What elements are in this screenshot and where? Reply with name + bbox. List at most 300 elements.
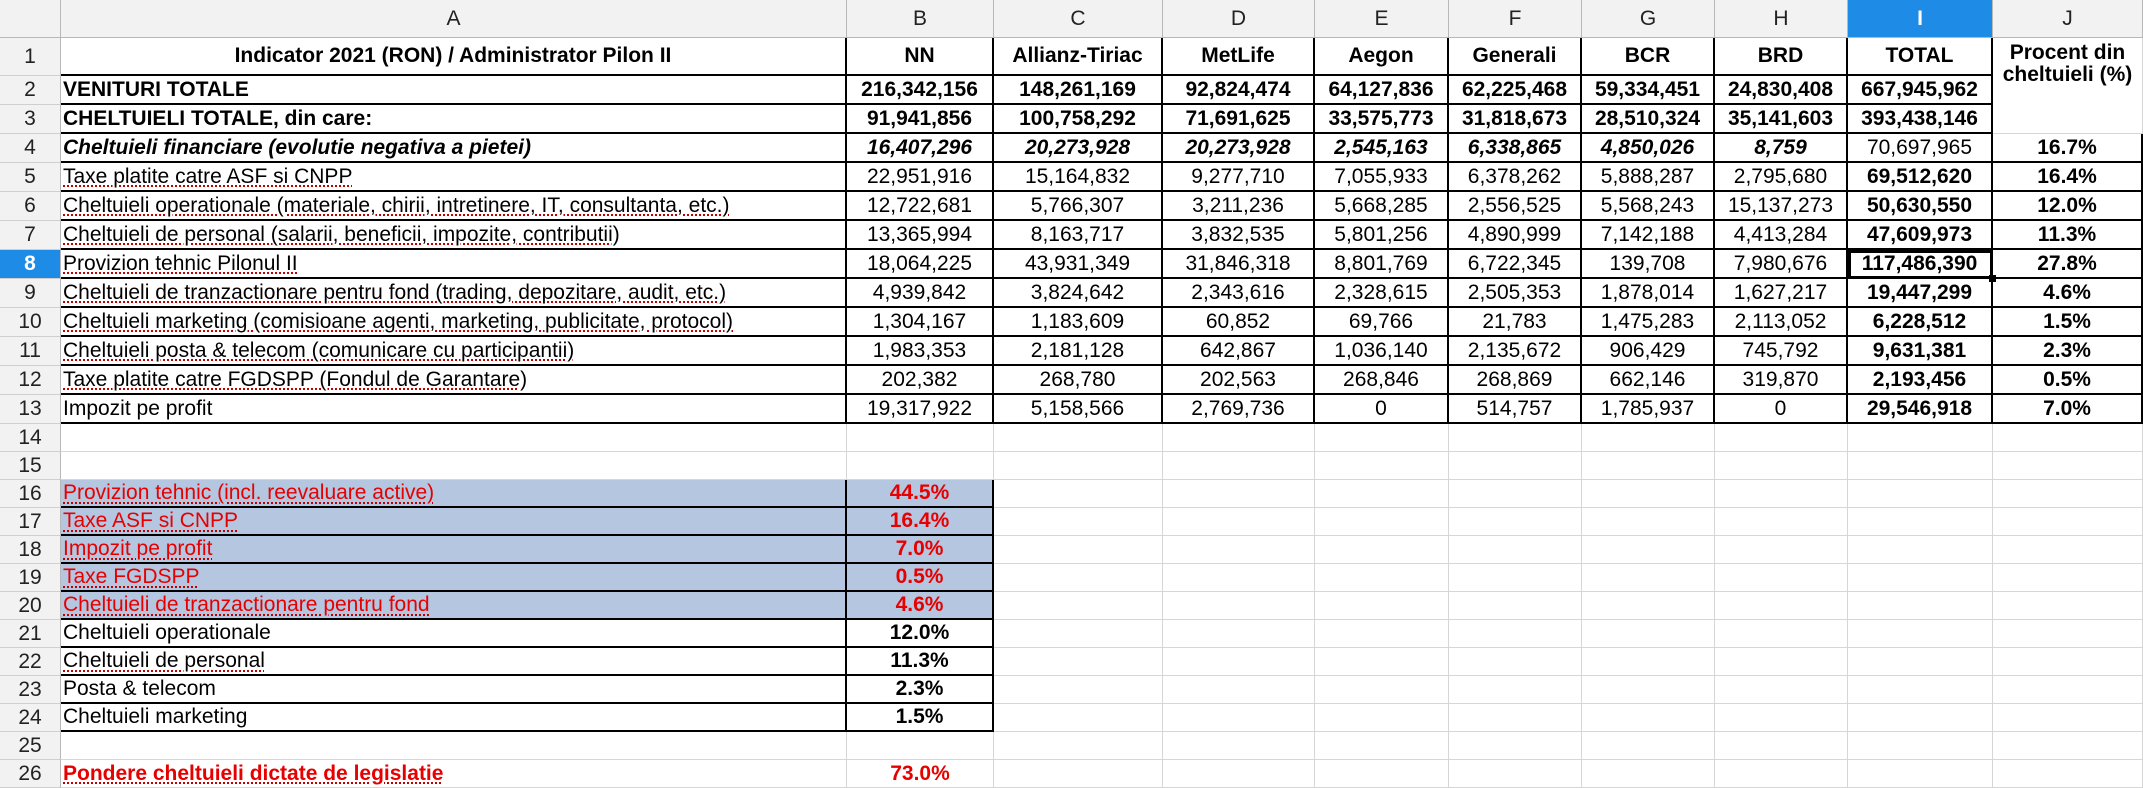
cell-c12[interactable] xyxy=(994,366,1163,395)
cell-a24[interactable] xyxy=(61,704,847,732)
cell-e25[interactable] xyxy=(1315,732,1449,760)
cell-g17[interactable] xyxy=(1582,508,1715,536)
cell-g2[interactable] xyxy=(1582,76,1715,105)
cell-j20[interactable] xyxy=(1993,592,2143,620)
row-header-17[interactable]: 17 xyxy=(0,508,61,536)
cell-e18[interactable] xyxy=(1315,536,1449,564)
row-header-21[interactable]: 21 xyxy=(0,620,61,648)
cell-b21[interactable] xyxy=(847,620,994,648)
cell-g14[interactable] xyxy=(1582,424,1715,452)
column-header-h[interactable]: H xyxy=(1715,0,1848,38)
cell-g23[interactable] xyxy=(1582,676,1715,704)
cell-j24[interactable] xyxy=(1993,704,2143,732)
cell-c14[interactable] xyxy=(994,424,1163,452)
cell-e17[interactable] xyxy=(1315,508,1449,536)
cell-c8[interactable] xyxy=(994,250,1163,279)
column-header-c[interactable]: C xyxy=(994,0,1163,38)
cell-d21[interactable] xyxy=(1163,620,1315,648)
table-row xyxy=(0,424,2143,452)
cell-h16[interactable] xyxy=(1715,480,1848,508)
column-header-e[interactable]: E xyxy=(1315,0,1449,38)
cell-g25[interactable] xyxy=(1582,732,1715,760)
cell-j4[interactable] xyxy=(1993,134,2143,163)
column-header-i[interactable]: I xyxy=(1848,0,1993,38)
row-header-6[interactable]: 6 xyxy=(0,192,61,221)
cell-i2[interactable] xyxy=(1848,76,1993,105)
cell-a6[interactable] xyxy=(61,192,847,221)
cell-f1[interactable] xyxy=(1449,38,1582,76)
cell-f2[interactable] xyxy=(1449,76,1582,105)
cell-f23[interactable] xyxy=(1449,676,1582,704)
cell-h18[interactable] xyxy=(1715,536,1848,564)
cell-g18[interactable] xyxy=(1582,536,1715,564)
column-header-d[interactable]: D xyxy=(1163,0,1315,38)
cell-e22[interactable] xyxy=(1315,648,1449,676)
cell-a9[interactable] xyxy=(61,279,847,308)
cell-c20[interactable] xyxy=(994,592,1163,620)
cell-j10[interactable] xyxy=(1993,308,2143,337)
cell-b11[interactable] xyxy=(847,337,994,366)
cell-d7[interactable] xyxy=(1163,221,1315,250)
row-header-19[interactable]: 19 xyxy=(0,564,61,592)
cell-text: 43,931,349 xyxy=(1024,251,1131,275)
row-header-2[interactable]: 2 xyxy=(0,76,61,105)
cell-d6[interactable] xyxy=(1163,192,1315,221)
cell-g24[interactable] xyxy=(1582,704,1715,732)
cell-e7[interactable] xyxy=(1315,221,1449,250)
cell-b4[interactable] xyxy=(847,134,994,163)
cell-f4[interactable] xyxy=(1449,134,1582,163)
cell-i9[interactable] xyxy=(1848,279,1993,308)
cell-e11[interactable] xyxy=(1315,337,1449,366)
cell-i4[interactable] xyxy=(1848,134,1993,163)
cell-d1[interactable] xyxy=(1163,38,1315,76)
cell-d8[interactable] xyxy=(1163,250,1315,279)
cell-g4[interactable] xyxy=(1582,134,1715,163)
row-header-22[interactable]: 22 xyxy=(0,648,61,676)
cell-j18[interactable] xyxy=(1993,536,2143,564)
cell-i25[interactable] xyxy=(1848,732,1993,760)
cell-a23[interactable] xyxy=(61,676,847,704)
cell-b15[interactable] xyxy=(847,452,994,480)
cell-h5[interactable] xyxy=(1715,163,1848,192)
cell-h13[interactable] xyxy=(1715,395,1848,424)
cell-j11[interactable] xyxy=(1993,337,2143,366)
cell-c4[interactable] xyxy=(994,134,1163,163)
cell-h9[interactable] xyxy=(1715,279,1848,308)
cell-j9[interactable] xyxy=(1993,279,2143,308)
active-cell-i8[interactable] xyxy=(1848,250,1993,279)
cell-b3[interactable] xyxy=(847,105,994,134)
cell-d12[interactable] xyxy=(1163,366,1315,395)
column-header-b[interactable]: B xyxy=(847,0,994,38)
cell-a7[interactable] xyxy=(61,221,847,250)
cell-j16[interactable] xyxy=(1993,480,2143,508)
cell-f24[interactable] xyxy=(1449,704,1582,732)
cell-i14[interactable] xyxy=(1848,424,1993,452)
cell-g3[interactable] xyxy=(1582,105,1715,134)
cell-d18[interactable] xyxy=(1163,536,1315,564)
table-row xyxy=(0,250,2143,279)
cell-d15[interactable] xyxy=(1163,452,1315,480)
cell-e10[interactable] xyxy=(1315,308,1449,337)
cell-f21[interactable] xyxy=(1449,620,1582,648)
cell-e13[interactable] xyxy=(1315,395,1449,424)
cell-f8[interactable] xyxy=(1449,250,1582,279)
cell-f5[interactable] xyxy=(1449,163,1582,192)
cell-d23[interactable] xyxy=(1163,676,1315,704)
row-header-3[interactable]: 3 xyxy=(0,105,61,134)
cell-e26[interactable] xyxy=(1315,760,1449,788)
cell-h14[interactable] xyxy=(1715,424,1848,452)
cell-e6[interactable] xyxy=(1315,192,1449,221)
cell-e3[interactable] xyxy=(1315,105,1449,134)
cell-a26[interactable] xyxy=(61,760,847,788)
cell-g6[interactable] xyxy=(1582,192,1715,221)
column-header-g[interactable]: G xyxy=(1582,0,1715,38)
cell-g22[interactable] xyxy=(1582,648,1715,676)
cell-c6[interactable] xyxy=(994,192,1163,221)
cell-c22[interactable] xyxy=(994,648,1163,676)
cell-c16[interactable] xyxy=(994,480,1163,508)
cell-c26[interactable] xyxy=(994,760,1163,788)
cell-g1[interactable] xyxy=(1582,38,1715,76)
cell-a5[interactable] xyxy=(61,163,847,192)
cell-j7[interactable] xyxy=(1993,221,2143,250)
select-all-corner[interactable] xyxy=(0,0,61,38)
cell-i26[interactable] xyxy=(1848,760,1993,788)
cell-h15[interactable] xyxy=(1715,452,1848,480)
cell-g19[interactable] xyxy=(1582,564,1715,592)
cell-i24[interactable] xyxy=(1848,704,1993,732)
cell-d16[interactable] xyxy=(1163,480,1315,508)
cell-c10[interactable] xyxy=(994,308,1163,337)
cell-b17[interactable] xyxy=(847,508,994,536)
cell-j12[interactable] xyxy=(1993,366,2143,395)
cell-g7[interactable] xyxy=(1582,221,1715,250)
cell-i13[interactable] xyxy=(1848,395,1993,424)
cell-b23[interactable] xyxy=(847,676,994,704)
cell-i3[interactable] xyxy=(1848,105,1993,134)
cell-b24[interactable] xyxy=(847,704,994,732)
cell-d17[interactable] xyxy=(1163,508,1315,536)
cell-g12[interactable] xyxy=(1582,366,1715,395)
cell-j14[interactable] xyxy=(1993,424,2143,452)
cell-a20[interactable] xyxy=(61,592,847,620)
cell-f18[interactable] xyxy=(1449,536,1582,564)
cell-g26[interactable] xyxy=(1582,760,1715,788)
cell-h4[interactable] xyxy=(1715,134,1848,163)
cell-h2[interactable] xyxy=(1715,76,1848,105)
cell-h6[interactable] xyxy=(1715,192,1848,221)
cell-b13[interactable] xyxy=(847,395,994,424)
cell-i17[interactable] xyxy=(1848,508,1993,536)
row-header-26[interactable]: 26 xyxy=(0,760,61,788)
cell-h10[interactable] xyxy=(1715,308,1848,337)
cell-g13[interactable] xyxy=(1582,395,1715,424)
cell-h8[interactable] xyxy=(1715,250,1848,279)
row-header-16[interactable]: 16 xyxy=(0,480,61,508)
cell-b22[interactable] xyxy=(847,648,994,676)
cell-c3[interactable] xyxy=(994,105,1163,134)
cell-e20[interactable] xyxy=(1315,592,1449,620)
cell-e23[interactable] xyxy=(1315,676,1449,704)
cell-e2[interactable] xyxy=(1315,76,1449,105)
cell-d9[interactable] xyxy=(1163,279,1315,308)
cell-f3[interactable] xyxy=(1449,105,1582,134)
cell-f13[interactable] xyxy=(1449,395,1582,424)
cell-f12[interactable] xyxy=(1449,366,1582,395)
cell-a3[interactable] xyxy=(61,105,847,134)
cell-b18[interactable] xyxy=(847,536,994,564)
cell-d4[interactable] xyxy=(1163,134,1315,163)
cell-f6[interactable] xyxy=(1449,192,1582,221)
cell-g11[interactable] xyxy=(1582,337,1715,366)
cell-g15[interactable] xyxy=(1582,452,1715,480)
cell-e4[interactable] xyxy=(1315,134,1449,163)
cell-a17[interactable] xyxy=(61,508,847,536)
cell-b1[interactable] xyxy=(847,38,994,76)
cell-c11[interactable] xyxy=(994,337,1163,366)
cell-f11[interactable] xyxy=(1449,337,1582,366)
cell-h1[interactable] xyxy=(1715,38,1848,76)
cell-f16[interactable] xyxy=(1449,480,1582,508)
cell-e24[interactable] xyxy=(1315,704,1449,732)
cell-h19[interactable] xyxy=(1715,564,1848,592)
cell-f19[interactable] xyxy=(1449,564,1582,592)
cell-i21[interactable] xyxy=(1848,620,1993,648)
row-header-20[interactable]: 20 xyxy=(0,592,61,620)
cell-d20[interactable] xyxy=(1163,592,1315,620)
cell-h11[interactable] xyxy=(1715,337,1848,366)
cell-j22[interactable] xyxy=(1993,648,2143,676)
cell-i15[interactable] xyxy=(1848,452,1993,480)
row-header-5[interactable]: 5 xyxy=(0,163,61,192)
fill-handle[interactable] xyxy=(1989,275,1996,282)
cell-h20[interactable] xyxy=(1715,592,1848,620)
cell-a2[interactable] xyxy=(61,76,847,105)
cell-a13[interactable] xyxy=(61,395,847,424)
cell-b10[interactable] xyxy=(847,308,994,337)
cell-f17[interactable] xyxy=(1449,508,1582,536)
cell-b25[interactable] xyxy=(847,732,994,760)
row-header-12[interactable]: 12 xyxy=(0,366,61,395)
cell-b2[interactable] xyxy=(847,76,994,105)
cell-i18[interactable] xyxy=(1848,536,1993,564)
cell-i22[interactable] xyxy=(1848,648,1993,676)
cell-j17[interactable] xyxy=(1993,508,2143,536)
cell-h26[interactable] xyxy=(1715,760,1848,788)
cell-d11[interactable] xyxy=(1163,337,1315,366)
cell-c5[interactable] xyxy=(994,163,1163,192)
cell-a12[interactable] xyxy=(61,366,847,395)
cell-f26[interactable] xyxy=(1449,760,1582,788)
cell-g10[interactable] xyxy=(1582,308,1715,337)
cell-d10[interactable] xyxy=(1163,308,1315,337)
cell-c24[interactable] xyxy=(994,704,1163,732)
cell-c7[interactable] xyxy=(994,221,1163,250)
cell-a19[interactable] xyxy=(61,564,847,592)
row-header-15[interactable]: 15 xyxy=(0,452,61,480)
cell-c19[interactable] xyxy=(994,564,1163,592)
cell-b14[interactable] xyxy=(847,424,994,452)
cell-c25[interactable] xyxy=(994,732,1163,760)
cell-d19[interactable] xyxy=(1163,564,1315,592)
row-header-18[interactable]: 18 xyxy=(0,536,61,564)
cell-h7[interactable] xyxy=(1715,221,1848,250)
cell-j15[interactable] xyxy=(1993,452,2143,480)
cell-a1[interactable] xyxy=(61,38,847,76)
row-header-7[interactable]: 7 xyxy=(0,221,61,250)
cell-g9[interactable] xyxy=(1582,279,1715,308)
cell-j19[interactable] xyxy=(1993,564,2143,592)
cell-a18[interactable] xyxy=(61,536,847,564)
cell-f10[interactable] xyxy=(1449,308,1582,337)
cell-i23[interactable] xyxy=(1848,676,1993,704)
cell-i1[interactable] xyxy=(1848,38,1993,76)
cell-i10[interactable] xyxy=(1848,308,1993,337)
cell-j5[interactable] xyxy=(1993,163,2143,192)
cell-f20[interactable] xyxy=(1449,592,1582,620)
cell-e9[interactable] xyxy=(1315,279,1449,308)
cell-d3[interactable] xyxy=(1163,105,1315,134)
cell-j8[interactable] xyxy=(1993,250,2143,279)
cell-f7[interactable] xyxy=(1449,221,1582,250)
cell-i5[interactable] xyxy=(1848,163,1993,192)
cell-d25[interactable] xyxy=(1163,732,1315,760)
cell-f9[interactable] xyxy=(1449,279,1582,308)
cell-b6[interactable] xyxy=(847,192,994,221)
cell-j6[interactable] xyxy=(1993,192,2143,221)
row-header-10[interactable]: 10 xyxy=(0,308,61,337)
cell-a15[interactable] xyxy=(61,452,847,480)
cell-e5[interactable] xyxy=(1315,163,1449,192)
cell-h21[interactable] xyxy=(1715,620,1848,648)
cell-h17[interactable] xyxy=(1715,508,1848,536)
cell-h24[interactable] xyxy=(1715,704,1848,732)
cell-f14[interactable] xyxy=(1449,424,1582,452)
row-header-13[interactable]: 13 xyxy=(0,395,61,424)
cell-j25[interactable] xyxy=(1993,732,2143,760)
cell-h12[interactable] xyxy=(1715,366,1848,395)
cell-i7[interactable] xyxy=(1848,221,1993,250)
cell-a21[interactable] xyxy=(61,620,847,648)
row-header-9[interactable]: 9 xyxy=(0,279,61,308)
cell-text: 906,429 xyxy=(1609,338,1686,362)
cell-i11[interactable] xyxy=(1848,337,1993,366)
row-header-24[interactable]: 24 xyxy=(0,704,61,732)
cell-c9[interactable] xyxy=(994,279,1163,308)
cell-c18[interactable] xyxy=(994,536,1163,564)
cell-a8[interactable] xyxy=(61,250,847,279)
cell-e14[interactable] xyxy=(1315,424,1449,452)
cell-j1[interactable] xyxy=(1993,38,2143,134)
cell-f15[interactable] xyxy=(1449,452,1582,480)
cell-b8[interactable] xyxy=(847,250,994,279)
cell-h3[interactable] xyxy=(1715,105,1848,134)
cell-c13[interactable] xyxy=(994,395,1163,424)
cell-b16[interactable] xyxy=(847,480,994,508)
cell-g5[interactable] xyxy=(1582,163,1715,192)
cell-b12[interactable] xyxy=(847,366,994,395)
column-header-j[interactable]: J xyxy=(1993,0,2143,38)
cell-c1[interactable] xyxy=(994,38,1163,76)
row-header-25[interactable]: 25 xyxy=(0,732,61,760)
cell-a25[interactable] xyxy=(61,732,847,760)
cell-b7[interactable] xyxy=(847,221,994,250)
cell-j13[interactable] xyxy=(1993,395,2143,424)
cell-f22[interactable] xyxy=(1449,648,1582,676)
cell-d14[interactable] xyxy=(1163,424,1315,452)
cell-a11[interactable] xyxy=(61,337,847,366)
cell-g16[interactable] xyxy=(1582,480,1715,508)
cell-i20[interactable] xyxy=(1848,592,1993,620)
cell-a10[interactable] xyxy=(61,308,847,337)
cell-d2[interactable] xyxy=(1163,76,1315,105)
cell-e8[interactable] xyxy=(1315,250,1449,279)
cell-e19[interactable] xyxy=(1315,564,1449,592)
cell-a4[interactable] xyxy=(61,134,847,163)
cell-d26[interactable] xyxy=(1163,760,1315,788)
cell-h25[interactable] xyxy=(1715,732,1848,760)
row-header-23[interactable]: 23 xyxy=(0,676,61,704)
cell-e21[interactable] xyxy=(1315,620,1449,648)
row-header-11[interactable]: 11 xyxy=(0,337,61,366)
column-header-f[interactable]: F xyxy=(1449,0,1582,38)
cell-d5[interactable] xyxy=(1163,163,1315,192)
cell-g21[interactable] xyxy=(1582,620,1715,648)
cell-h23[interactable] xyxy=(1715,676,1848,704)
cell-d13[interactable] xyxy=(1163,395,1315,424)
cell-a14[interactable] xyxy=(61,424,847,452)
cell-i19[interactable] xyxy=(1848,564,1993,592)
cell-i12[interactable] xyxy=(1848,366,1993,395)
cell-a16[interactable] xyxy=(61,480,847,508)
cell-j21[interactable] xyxy=(1993,620,2143,648)
cell-i6[interactable] xyxy=(1848,192,1993,221)
row-header-14[interactable]: 14 xyxy=(0,424,61,452)
cell-h22[interactable] xyxy=(1715,648,1848,676)
cell-b20[interactable] xyxy=(847,592,994,620)
cell-c2[interactable] xyxy=(994,76,1163,105)
cell-a22[interactable] xyxy=(61,648,847,676)
cell-b9[interactable] xyxy=(847,279,994,308)
column-header-a[interactable]: A xyxy=(61,0,847,38)
cell-b19[interactable] xyxy=(847,564,994,592)
cell-e15[interactable] xyxy=(1315,452,1449,480)
cell-d22[interactable] xyxy=(1163,648,1315,676)
cell-c17[interactable] xyxy=(994,508,1163,536)
cell-b5[interactable] xyxy=(847,163,994,192)
cell-j26[interactable] xyxy=(1993,760,2143,788)
cell-e16[interactable] xyxy=(1315,480,1449,508)
cell-g20[interactable] xyxy=(1582,592,1715,620)
cell-g8[interactable] xyxy=(1582,250,1715,279)
cell-e1[interactable] xyxy=(1315,38,1449,76)
row-header-4[interactable]: 4 xyxy=(0,134,61,163)
cell-e12[interactable] xyxy=(1315,366,1449,395)
cell-j23[interactable] xyxy=(1993,676,2143,704)
cell-c23[interactable] xyxy=(994,676,1163,704)
cell-i16[interactable] xyxy=(1848,480,1993,508)
cell-b26[interactable] xyxy=(847,760,994,788)
cell-c15[interactable] xyxy=(994,452,1163,480)
cell-c21[interactable] xyxy=(994,620,1163,648)
row-header-8[interactable]: 8 xyxy=(0,250,61,279)
row-header-1[interactable]: 1 xyxy=(0,38,61,76)
cell-f25[interactable] xyxy=(1449,732,1582,760)
cell-d24[interactable] xyxy=(1163,704,1315,732)
